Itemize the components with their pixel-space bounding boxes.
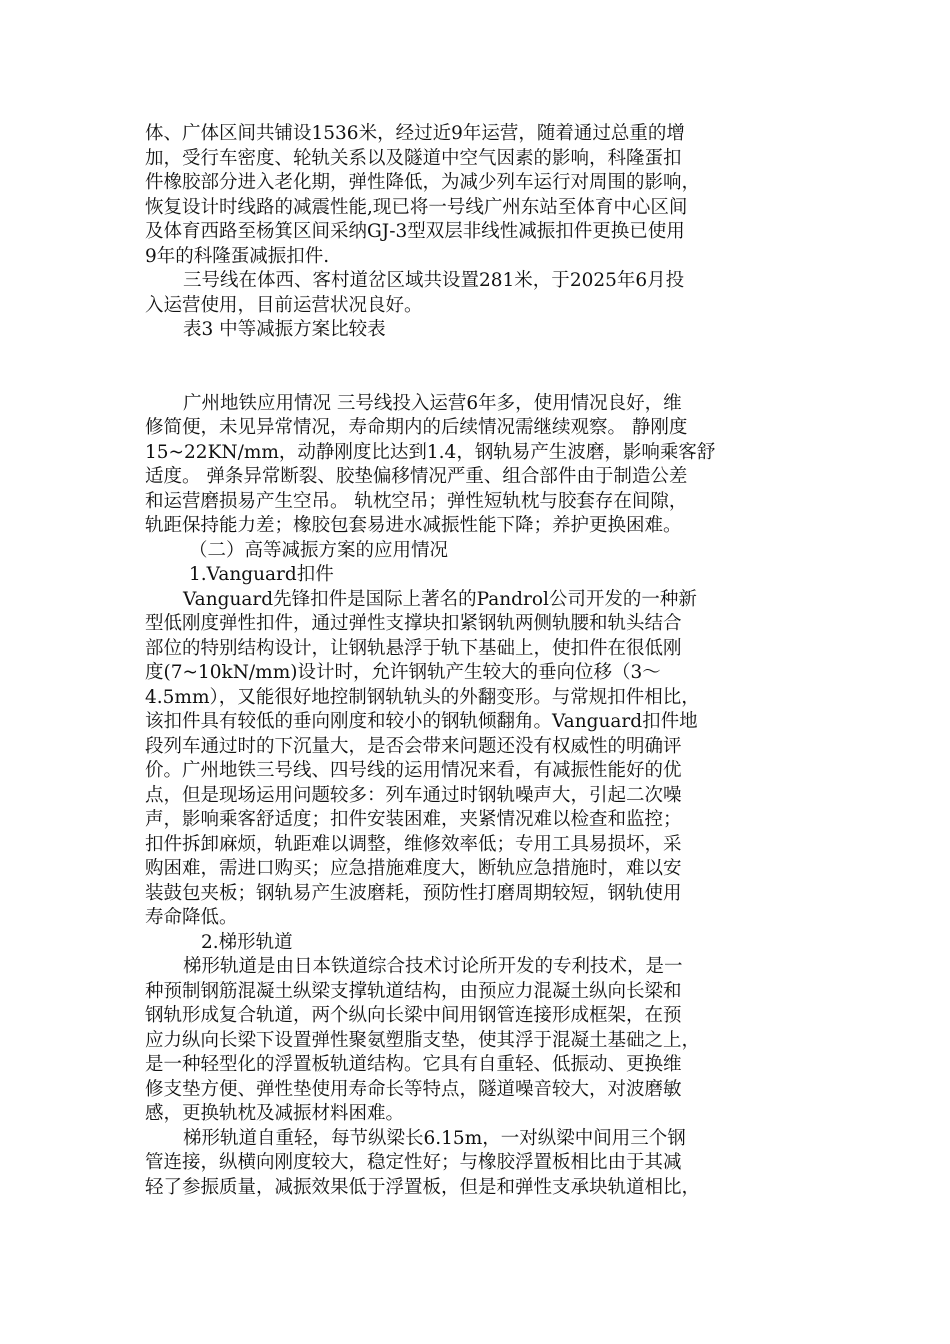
text-line: 梯形轨道自重轻，每节纵梁长6.15m，一对纵梁中间用三个钢 (183, 1127, 686, 1149)
text-line: 适度。 弹条异常断裂、胶垫偏移情况严重、组合部件由于制造公差 (145, 466, 688, 487)
text-line: 轻了参振质量，减振效果低于浮置板，但是和弹性支承块轨道相比， (145, 1176, 701, 1198)
text-line: 4.5mm），又能很好地控制钢轨轨头的外翻变形。与常规扣件相比， (145, 686, 700, 708)
text-line: 点，但是现场运用问题较多：列车通过时钢轨噪声大，引起二次噪 (145, 784, 682, 806)
text-line: 管连接，纵横向刚度较大，稳定性好；与橡胶浮置板相比由于其减 (145, 1152, 682, 1173)
text-line: 1.Vanguard扣件 (189, 564, 334, 585)
text-line: 恢复设计时线路的减震性能,现已将一号线广州东站至体育中心区间 (145, 196, 688, 218)
text-line: 加，受行车密度、轮轨关系以及隧道中空气因素的影响，科隆蛋扣 (145, 147, 682, 169)
text-line: 部位的特别结构设计，让钢轨悬浮于轨下基础上，使扣件在很低刚 (145, 637, 682, 659)
text-line: 和运营磨损易产生空吊。 轨枕空吊；弹性短轨枕与胶套存在间隙， (145, 490, 688, 512)
text-line: 价。广州地铁三号线、四号线的运用情况来看，有减振性能好的优 (145, 760, 682, 781)
text-line: （二）高等减振方案的应用情况 (189, 539, 449, 561)
text-line: 修支垫方便、弹性垫使用寿命长等特点，隧道噪音较大，对波磨敏 (145, 1078, 682, 1100)
text-line: 购困难，需进口购买；应急措施难度大，断轨应急措施时，难以安 (145, 858, 682, 879)
text-line: 2.梯形轨道 (201, 931, 293, 953)
text-line: 是一种轻型化的浮置板轨道结构。它具有自重轻、低振动、更换维 (145, 1054, 682, 1075)
text-line: 体、广体区间共铺设1536米，经过近9年运营，随着通过总重的增 (145, 123, 685, 144)
text-line: 广州地铁应用情况 三号线投入运营6年多，使用情况良好，维 (183, 392, 682, 414)
text-line: 梯形轨道是由日本铁道综合技术讨论所开发的专利技术，是一 (183, 956, 683, 977)
text-line: 轨距保持能力差；橡胶包套易进水减振性能下降；养护更换困难。 (145, 515, 682, 536)
text-line: 段列车通过时的下沉量大，是否会带来问题还没有权威性的明确评 (145, 735, 682, 757)
text-line: 寿命降低。 (145, 907, 238, 928)
paragraph-gap (145, 343, 805, 392)
text-line: 该扣件具有较低的垂向刚度和较小的钢轨倾翻角。Vanguard扣件地 (145, 711, 698, 732)
text-line: 感，更换轨枕及减振材料困难。 (145, 1103, 405, 1124)
text-line: 表3 中等减振方案比较表 (183, 319, 386, 340)
text-line: 钢轨形成复合轨道，两个纵向长梁中间用钢管连接形成框架，在预 (145, 1005, 682, 1026)
text-line: 种预制钢筋混凝土纵梁支撑轨道结构，由预应力混凝土纵向长梁和 (145, 980, 682, 1002)
text-line: 三号线在体西、客村道岔区域共设置281米，于2025年6月投 (183, 270, 685, 291)
text-line: 入运营使用，目前运营状况良好。 (145, 294, 423, 316)
text-line: Vanguard先锋扣件是国际上著名的Pandrol公司开发的一种新 (183, 588, 697, 610)
text-line: 及体育西路至杨箕区间采纳GJ-3型双层非线性减振扣件更换已使用 (145, 221, 685, 242)
text-line: 修简便，未见异常情况，寿命期内的后续情况需继续观察。 静刚度 (145, 417, 688, 438)
text-line: 度(7~10kN/mm)设计时，允许钢轨产生较大的垂向位移（3～ (145, 662, 661, 683)
document-body (145, 122, 805, 1200)
text-line: 件橡胶部分进入老化期，弹性降低，为减少列车运行对周围的影响， (145, 172, 701, 193)
text-line: 15~22KN/mm，动静刚度比达到1.4，钢轨易产生波磨，影响乘客舒 (145, 441, 716, 463)
text-line: 9年的科隆蛋减振扣件. (145, 245, 330, 267)
text-line: 应力纵向长梁下设置弹性聚氨塑脂支垫，使其浮于混凝土基础之上， (145, 1029, 701, 1051)
text-line: 装鼓包夹板；钢轨易产生波磨耗，预防性打磨周期较短，钢轨使用 (145, 882, 682, 904)
text-line: 扣件拆卸麻烦，轨距难以调整，维修效率低；专用工具易损坏，采 (145, 833, 682, 855)
text-line: 声，影响乘客舒适度；扣件安装困难，夹紧情况难以检查和监控； (145, 809, 682, 830)
text-line: 型低刚度弹性扣件，通过弹性支撑块扣紧钢轨两侧轨腰和轨头结合 (145, 613, 682, 634)
